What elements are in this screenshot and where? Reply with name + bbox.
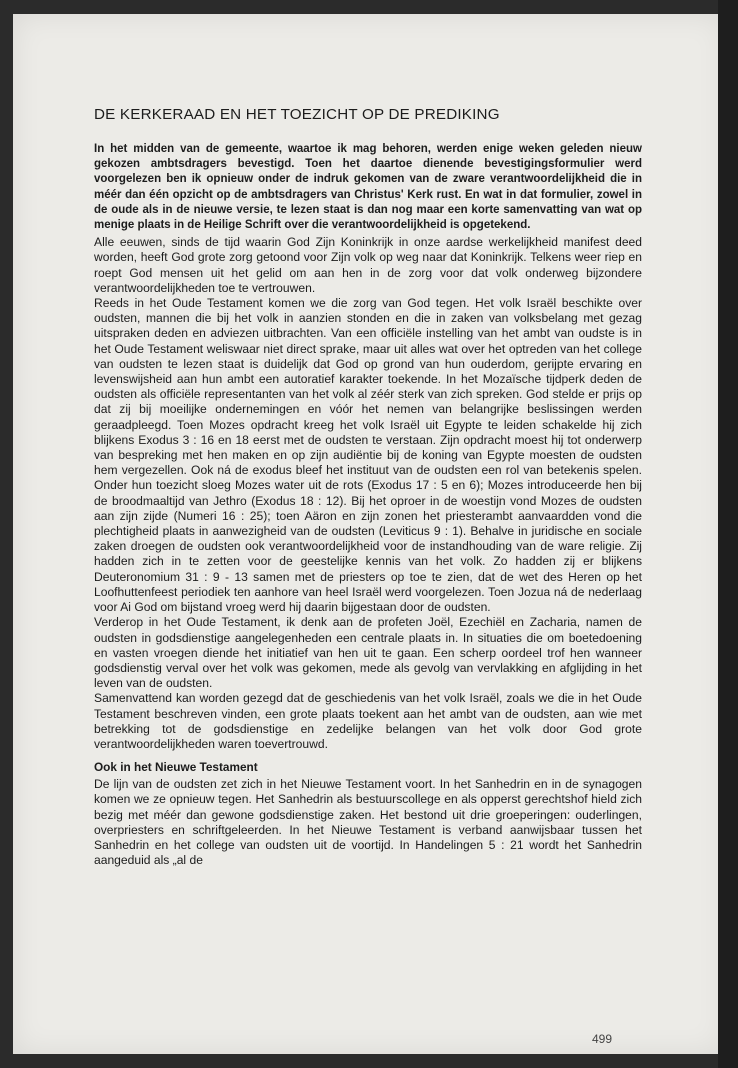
paragraph-1: Alle eeuwen, sinds de tijd waarin God Zijn Koninkrijk in onze aardse werkelijkheid manifest deed worden, heeft God grote zorg getoond voor Zijn volk op weg naar dat Koninkrijk. Telkens weer riep en roept God mensen uit het gelid om aan hen in de zorg voor dat volk onderweg bijzondere verantwoordelijkheden toe te vertrouwen. [94,235,642,295]
article [94,106,642,868]
scan-edge [718,0,738,1068]
paragraph-2: Reeds in het Oude Testament komen we die zorg van God tegen. Het volk Israël beschikte over oudsten, mannen die bij het volk in aanzien stonden en die in zaken van volksbelang met gezag uitspraken deden en adviezen uitbrachten. Van een officiële instelling van het ambt van oudste is in het Oude Testament weliswaar niet direct sprake, maar uit alles wat over het optreden van het college van oudsten te lezen staat is duidelijk dat God op grond van hun ouderdom, gerijpte ervaring en levenswijsheid aan hun ambt een autoratief karakter toekende. In het Mozaïsche tijdperk deden de oudsten als officiële representanten van het volk al zéér sterk van zich spreken. God stelde er prijs op dat zij bij moeilijke ondernemingen en vóór het nemen van belangrijke beslissingen werden geraadpleegd. Toen Mozes opdracht kreeg het volk Israël uit Egypte te leiden schakelde hij zich blijkens Exodus 3 : 16 en 18 eerst met de oudsten te verstaan. Zijn opdracht moest hij tot onderwerp van bespreking met hen maken en op zijn audiëntie bij de koning van Egypte moesten de oudsten hem vergezellen. Ook ná de exodus bleef het instituut van de oudsten een rol van betekenis spelen. Onder hun toezicht sloeg Mozes water uit de rots (Exodus 17 : 5 en 6); Mozes introduceerde hen bij de broodmaaltijd van Jethro (Exodus 18 : 12). Bij het oproer in de woestijn vond Mozes de oudsten aan zijn zijde (Numeri 16 : 25); toen Aäron en zijn zonen het priesterambt aanvaardden vond die plechtigheid plaats in aanwezigheid van de oudsten (Leviticus 9 : 1). Behalve in juridische en sociale zaken droegen de oudsten ook verantwoordelijkheid voor de instandhouding van de ware religie. Zij hadden zich in te zetten voor de geestelijke kennis van het volk. Zo hadden zij er blijkens Deuteronomium 31 : 9 - 13 samen met de priesters op toe te zien, dat de wet des Heren op het Loofhuttenfeest periodiek ten aanhore van heel Israël werd voorgelezen. Toen Jozua ná de nederlaag voor Ai God om bijstand vroeg werd hij daarin bijgestaan door de oudsten. [94,296,642,615]
article-intro: In het midden van de gemeente, waartoe ik mag behoren, werden enige weken geleden nieuw gekozen ambtsdragers bevestigd. Toen het daartoe dienende bevestigingsformulier werd voorgelezen ben ik opnieuw onder de indruk gekomen van de zware verantwoordelijkheid die in méér dan één opzicht op de ambtsdragers van Christus' Kerk rust. En wat in dat formulier, zowel in de oude als in de nieuwe versie, te lezen staat is dan nog maar een korte samenvatting van wat op menige plaats in de Heilige Schrift over die verantwoordelijkheid is opgetekend. [94,143,642,232]
article-title: DE KERKERAAD EN HET TOEZICHT OP DE PREDIKING [94,106,500,123]
page-number: 499 [592,1032,613,1046]
paragraph-3: Verderop in het Oude Testament, ik denk aan de profeten Joël, Ezechiël en Zacharia, namen de oudsten in godsdienstige aangelegenheden een centrale plaats in. In situaties die om boetedoening en vasten vroegen diende het initiatief van hen uit te gaan. Een scherp oordeel trof hen wanneer godsdienstig verval over het volk was gekomen, mede als gevolg van vervlakking en afglijding in het leven van de oudsten. [94,615,642,691]
paragraph-nt: De lijn van de oudsten zet zich in het Nieuwe Testament voort. In het Sanhedrin en in de synagogen komen we ze opnieuw tegen. Het Sanhedrin als bestuurscollege en als opperst gerechtshof hield zich bezig met méér dan gewone godsdienstige zaken. Het bestond uit drie groeperingen: ouderlingen, overpriesters en schriftgeleerden. In het Nieuwe Testament is verband aanwijsbaar tussen het Sanhedrin en het college van oudsten uit de voortijd. In Handelingen 5 : 21 wordt het Sanhedrin aangeduid als „al de [94,777,642,868]
paragraph-4: Samenvattend kan worden gezegd dat de geschiedenis van het volk Israël, zoals we die in het Oude Testament beschreven vinden, een grote plaats toekent aan het ambt van de oudsten, aan wie met betrekking tot de godsdienstige en zedelijke belangen van het volk door God grote verantwoordelijkheden waren toevertrouwd. [94,691,642,751]
section-heading: Ook in het Nieuwe Testament [94,760,258,775]
